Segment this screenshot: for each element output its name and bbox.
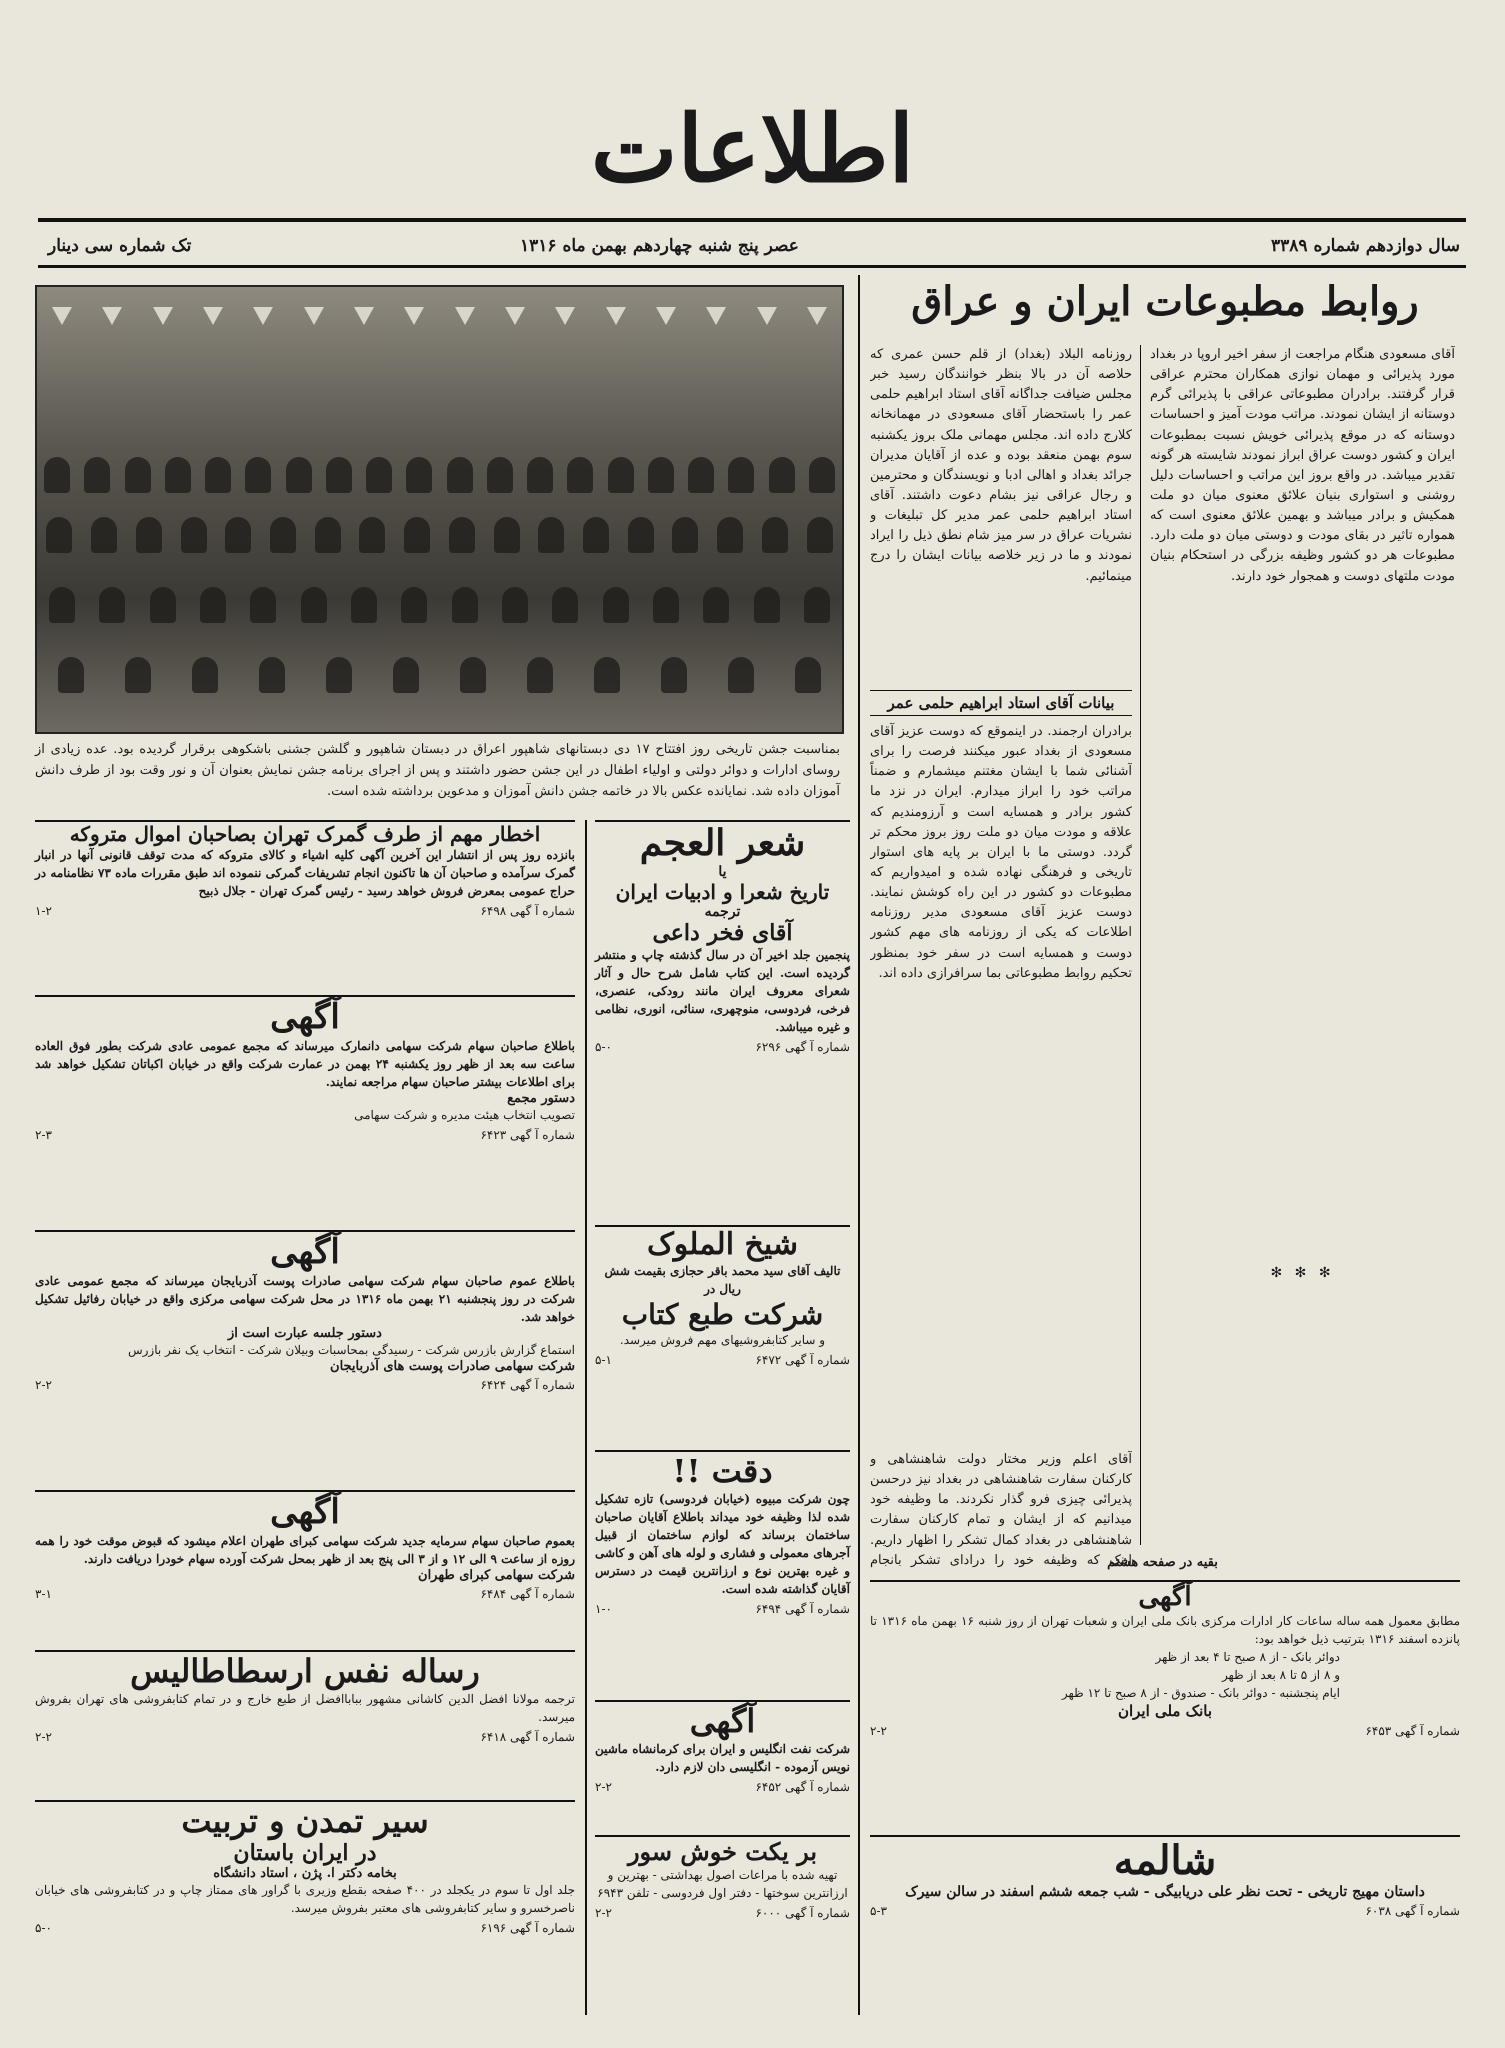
shalmeh-ad-title: شالمه [1113, 1837, 1217, 1884]
customs-ad-body: بانزده روز پس از انتشار این آخرین آگهی کلیه اشیاء و کالای متروکه که مدت توقف قانونی آنها در انبار گمرک سرآمده و صاحبان آن ها تاکنون انجام تشریفات گمرکی ننموده اند طبق مقررات ماده ۷۳ نظامنامه در حراج عمومی بمعرض فروش خواهد رسید - رئیس گمرک تهران - جلال ذبیح [35, 848, 575, 898]
bank-ad [870, 1580, 1460, 1827]
lead-column-3: آقای اعلم وزیر مختار دولت شاهنشاهی و کارکنان سفارت شاهنشاهی در بغداد نیز درحسن پذیرائی چیزی فرو گذار نکردند. ما وظیفه خود میدانیم که از ایشان و تمام کارکنان سفارت شاهنشاهی در بغداد کمال تشکر را اظهار داریم. اینک که وظیفه خود را درادای تشکر بانجام [870, 1452, 1132, 1568]
speech-text: برادران ارجمند. در اینموقع که دوست عزیز آقای مسعودی از بغداد عبور میکنند فرصت را برای آشنائی شما با ایشان مغتنم میشمارم و ضمناً مراتب خود را ابراز میدارم. ایران در نزد ما کشور برادر و همسایه است و آرزومندیم که علاقه و مودت میان دو ملت روز بروز محکم تر گردد. دوستی ما با ایران بر پایه های استوار تاریخی و فرهنگی نهاده شده و امیدواریم که مطبوعات دو کشور در این راه کوشش نمایند. دوست عزیز آقای مسعودی مدیر روزنامه اطلاعات که یکی از روزنامه های مهم کشور دوست و همسایه است در سفر خود بمنظور تحکیم روابط مطبوعاتی بما سرافرازی داده اند. [870, 724, 1132, 981]
column-divider-middle [585, 820, 587, 2015]
aristotle-ad-code: ۲-۲ [35, 1730, 52, 1744]
bunting-flags [37, 307, 842, 347]
lead-column-1: آقای مسعودی هنگام مراجعت از سفر اخیر اروپا در بغداد مورد پذیرائی و مهمان نوازی همکاران محترم عراقی قرار گرفتند. برادران مطبوعاتی عراقی با پذیرائی گرم دوستانه از ایشان نمودند. مراتب مودت آمیز و احساسات دوستانه که در موقع پذیرائی خویش نسبت بمطبوعات ایران و کشور دوست عراق ابراز نمودند شایسته هر گونه تقدیر میباشد. در واقع بروز این مراتب و احساسات دلیل روشنی و استواری بنیان علائق معنوی میان دو ملت همکیش و برادر میباشد و بهمین علائق معنوی است که همواره تاثیر در بقای مودت و دوستی میان دو ملت دارد. مطبوعات هر دو کشور وظیفه بزرگی در استحکام بنیان مودت ملتهای دوست و همجوار خود دارند. [1150, 347, 1455, 584]
civilization-ad-title: سیر تمدن و تربیت [181, 1802, 429, 1840]
aristotle-ad [35, 1650, 575, 1792]
shareholders-ad-2-agenda-title: دستور جلسه عبارت است از [228, 1326, 382, 1341]
aristotle-ad-ref: شماره آ گهی ۶۴۱۸ [480, 1730, 575, 1744]
oil-ad-body: شرکت نفت انگلیس و ایران برای کرمانشاه ماشین نویس آزموده - انگلیسی دان لازم دارد. [595, 1742, 850, 1774]
poetry-ad-subtitle2: تاریخ شعرا و ادبیات ایران [615, 880, 830, 904]
header-price: تک شماره سی دینار [48, 236, 192, 256]
poetry-ad-code: ۵-۰ [595, 1040, 612, 1054]
attention-ad [595, 1450, 850, 1692]
speech-title: بیانات آقای استاد ابراهیم حلمی عمر [870, 690, 1132, 716]
attention-ad-code: ۱-۰ [595, 1602, 612, 1616]
header-rule-top [38, 218, 1466, 222]
oil-ad [595, 1700, 850, 1827]
shareholders-ad-2 [35, 1230, 575, 1482]
shalmeh-ad [870, 1835, 1460, 1987]
printing-ad-tail: و سایر کتابفروشیهای مهم فروش میرسد. [619, 1333, 826, 1347]
electricity-ad-code: ۳-۱ [35, 1587, 52, 1601]
electricity-ad [35, 1490, 575, 1642]
hygiene-ad-code: ۲-۲ [595, 1906, 612, 1920]
shareholders-ad-2-agenda: استماع گزارش بازرس شرکت - رسیدگی بمحاسبات وبیلان شرکت - انتخاب یک نفر بازرس [127, 1343, 575, 1357]
lead-headline: روابط مطبوعات ایران و عراق [911, 278, 1419, 325]
civilization-ad [35, 1800, 575, 1997]
school-celebration-photo [35, 285, 844, 734]
lead-col-rule [1140, 345, 1141, 1545]
customs-ad [35, 820, 575, 987]
bank-ad-ref: شماره آ گهی ۶۴۵۳ [1365, 1724, 1460, 1738]
customs-ad-ref: شماره آ گهی ۶۴۹۸ [480, 904, 575, 918]
shareholders-ad-2-ref: شماره آ گهی ۶۴۲۴ [480, 1378, 575, 1392]
printing-ad-code: ۵-۱ [595, 1353, 612, 1367]
aristotle-ad-body: ترجمه مولانا افضل الدین کاشانی مشهور بباباافضل از طبع خارج و در تمام کتابفروشی های تهران بفروش میرسد. [35, 1692, 575, 1724]
header-rule-bottom [38, 265, 1466, 268]
poetry-ad-ref: شماره آ گهی ۶۲۹۶ [755, 1040, 850, 1054]
aristotle-ad-title: رساله نفس ارسطاطالیس [130, 1652, 480, 1690]
printing-ad-ref: شماره آ گهی ۶۴۷۲ [755, 1353, 850, 1367]
civilization-ad-body: جلد اول تا سوم در یکجلد در ۴۰۰ صفحه بقطع وزیری با گراور های ممتاز چاپ و در کتابفروشی های خیابان ناصرخسرو و سایر کتابفروشی های معتبر بفروش میرسد. [35, 1883, 575, 1915]
poetry-ad-body: پنجمین جلد اخیر آن در سال گذشته چاپ و منتشر گردیده است. این کتاب شامل شرح حال و آثار شعرای معروف ایران مانند رودکی، عنصری، فرخی، فردوسی، منوچهری، سنائی، انوری، نظامی و غیره میباشد. [595, 948, 850, 1034]
printing-ad-body: تالیف آقای سید محمد باقر حجازی بقیمت شش ریال در [604, 1264, 841, 1296]
electricity-ad-signature: شرکت سهامی کبرای طهران [418, 1568, 575, 1583]
attention-ad-ref: شماره آ گهی ۶۴۹۴ [755, 1602, 850, 1616]
hygiene-ad [595, 1835, 850, 1992]
crowd-row [37, 657, 842, 697]
poetry-ad-subtitle1: یا [718, 864, 727, 880]
hygiene-ad-body: تهیه شده با مراعات اصول بهداشتی - بهترین و ارزانترین سوختها - دفتر اول فردوسی - تلفن ۶۹۴۳ [597, 1868, 848, 1900]
shareholders-ad-1 [35, 995, 575, 1222]
bank-ad-signature: بانک ملی ایران [1117, 1702, 1213, 1720]
shareholders-ad-1-agenda-title: دستور مجمع [507, 1091, 575, 1106]
column-divider-lead [858, 275, 860, 2015]
bank-ad-title: آگهی [1138, 1582, 1192, 1612]
electricity-ad-title: آگهی [270, 1492, 340, 1532]
shareholders-ad-1-ref: شماره آ گهی ۶۴۲۳ [480, 1128, 575, 1142]
poetry-ad-title: شعر العجم [639, 822, 806, 864]
poetry-ad-subtitle3: ترجمه [704, 904, 741, 920]
crowd-row [37, 517, 842, 557]
shareholders-ad-1-agenda: تصویب انتخاب هیئت مدیره و شرکت سهامی [354, 1108, 575, 1122]
shareholders-ad-2-body: باطلاع عموم صاحبان سهام شرکت سهامی صادرات پوست آذربایجان میرساند که مجمع عمومی عادی شرکت در روز پنجشنبه ۲۱ بهمن ماه ۱۳۱۶ در محل شرکت سهامی مرکزی واقع در خیابان رفائیل تشکیل خواهد شد. [35, 1274, 575, 1324]
shalmeh-ad-code: ۵-۳ [870, 1904, 887, 1918]
hygiene-ad-title: بر یکت خوش سور [627, 1837, 818, 1866]
shareholders-ad-1-body: باطلاع صاحبان سهام شرکت سهامی دانمارک میرساند که مجمع عمومی عادی شرکت بطور فوق العاده ساعت سه بعد از ظهر روز یکشنبه ۲۴ بهمن در عمارت شرکت واقع در خیابان اکباتان تشکیل خواهد شد برای اطلاعات بیشتر صاحبان سهام مراجعه نمایند. [35, 1039, 575, 1089]
header-date: عصر پنج شنبه چهاردهم بهمن ماه ۱۳۱۶ [520, 236, 799, 256]
electricity-ad-body: بعموم صاحبان سهام سرمایه جدید شرکت سهامی کبرای طهران اعلام میشود که قبوض موقت خود را همه روزه از ساعت ۹ الی ۱۲ و از ۳ الی پنج بعد از ظهر بمحل شرکت آورده سهام خودرا دریافت دارند. [35, 1534, 575, 1566]
oil-ad-code: ۲-۲ [595, 1780, 612, 1794]
customs-ad-code: ۱-۲ [35, 904, 52, 918]
hygiene-ad-ref: شماره آ گهی ۶۰۰۰ [755, 1906, 850, 1920]
attention-ad-body: چون شرکت مبیوه (خیابان فردوسی) تازه تشکیل شده لذا وظیفه خود میداند باطلاع آقایان صاحبان ساختمان برساند که لوازم ساختمان از قبیل آجرهای معمولی و فشاری و لوله های آهن و کاشی و غیره بهترین نوع و ارزانترین قیمت در دسترس آقایان گذاشته شده است. [595, 1492, 850, 1596]
shareholders-ad-2-signature: شرکت سهامی صادرات پوست های آذربایجان [330, 1359, 575, 1374]
star-divider: ✻ ✻ ✻ [1270, 1265, 1335, 1281]
poetry-ad [595, 820, 850, 1217]
customs-ad-title: اخطار مهم از طرف گمرک تهران بصاحبان اموال متروکه [69, 822, 541, 846]
printing-ad-company: شرکت طبع کتاب [621, 1298, 824, 1331]
civilization-ad-subtitle: در ایران باستان [233, 1840, 377, 1866]
shalmeh-ad-ref: شماره آ گهی ۶۰۳۸ [1365, 1904, 1460, 1918]
crowd-row [37, 587, 842, 627]
shareholders-ad-1-title: آگهی [270, 997, 340, 1037]
masthead-title: اطلاعات [590, 95, 915, 203]
lead-column-2: روزنامه البلاد (بغداد) از قلم حسن عمری که حلاصه آن در بالا بنظر خوانندگان رسید خبر مجلس ضیافت جداگانه آقای استاد ابراهیم حلمی عمر را باستحضار آقای مسعودی در مهمانخانه کلارج داده اند. مجلس مهمانی ملک بروز یکشنبه سوم بهمن منعقد بوده و عده از آقایان مدیران جرائد بغداد و اهالی ادبا و نویسندگان و محترمین و رجال عراقی نیز بشام دعوت داشتند. آقای استاد ابراهیم حلمی عمر مدیر کل تبلیغات و نشریات عراق در سر میز شام نطق ذیل را ایراد نمودند و ما در زیر خلاصه بیانات ایشان را درج مینمائیم. [870, 347, 1132, 584]
bank-ad-code: ۲-۲ [870, 1724, 887, 1738]
bank-ad-body: مطابق معمول همه ساله ساعات کار ادارات مرکزی بانک ملی ایران و شعبات تهران از روز شنبه ۱۶ بهمن ماه ۱۳۱۶ تا پانزده اسفند ۱۳۱۶ بترتیب ذیل خواهد بود: [870, 1614, 1460, 1646]
shalmeh-ad-body: داستان مهیج تاریخی - تحت نظر علی دریابیگی - شب جمعه ششم اسفند در سالن سیرک [905, 1884, 1425, 1900]
header-issue: سال دوازدهم شماره ۳۳۸۹ [1271, 236, 1460, 256]
poetry-ad-translator: آقای فخر داعی [652, 920, 793, 946]
shareholders-ad-1-code: ۲-۳ [35, 1128, 52, 1142]
crowd-row [37, 457, 842, 497]
electricity-ad-ref: شماره آ گهی ۶۴۸۴ [480, 1587, 575, 1601]
continued-note: بقیه در صفحه هشتم [1107, 1555, 1218, 1570]
civilization-ad-ref: شماره آ گهی ۶۱۹۶ [480, 1921, 575, 1935]
attention-ad-title: دقت !! [672, 1452, 773, 1490]
bank-ad-row1: دوائر بانک - از ۸ صبح تا ۴ بعد از ظهر [1155, 1650, 1340, 1664]
oil-ad-title: آگهی [689, 1702, 756, 1740]
shareholders-ad-2-code: ۲-۲ [35, 1378, 52, 1392]
bank-ad-row2: و ۸ از ۵ تا ۸ بعد از ظهر [1221, 1668, 1340, 1682]
bank-ad-row3: ایام پنجشنبه - دوائر بانک - صندوق - از ۸ صبح تا ۱۲ ظهر [1061, 1686, 1340, 1700]
civilization-ad-author: بخامه دکتر ا. پژن ، استاد دانشگاه [213, 1866, 397, 1881]
printing-ad [595, 1225, 850, 1442]
photo-caption: بمناسبت جشن تاریخی روز افتتاح ۱۷ دی دبستانهای شاهپور اعراق در دبستان شاهپور و گلشن جشنی باشکوهی برقرار گردیده بود. عده زیادی از روسای ادارات و دوائر دولتی و اولیاء اطفال در این جشن حضور داشتند و پس از اجرای برنامه جشن نمایش بعنوان آن و نور وقت بود از طرف دانش آموزان داده شد. نمایانده عکس بالا در خاتمه جشن دانش آموزان و مدعوین برداشته شده است. [35, 742, 840, 799]
shareholders-ad-2-title: آگهی [270, 1232, 340, 1272]
printing-ad-title: شیخ الملوک [646, 1227, 799, 1262]
oil-ad-ref: شماره آ گهی ۶۴۵۲ [755, 1780, 850, 1794]
civilization-ad-code: ۵-۰ [35, 1921, 52, 1935]
